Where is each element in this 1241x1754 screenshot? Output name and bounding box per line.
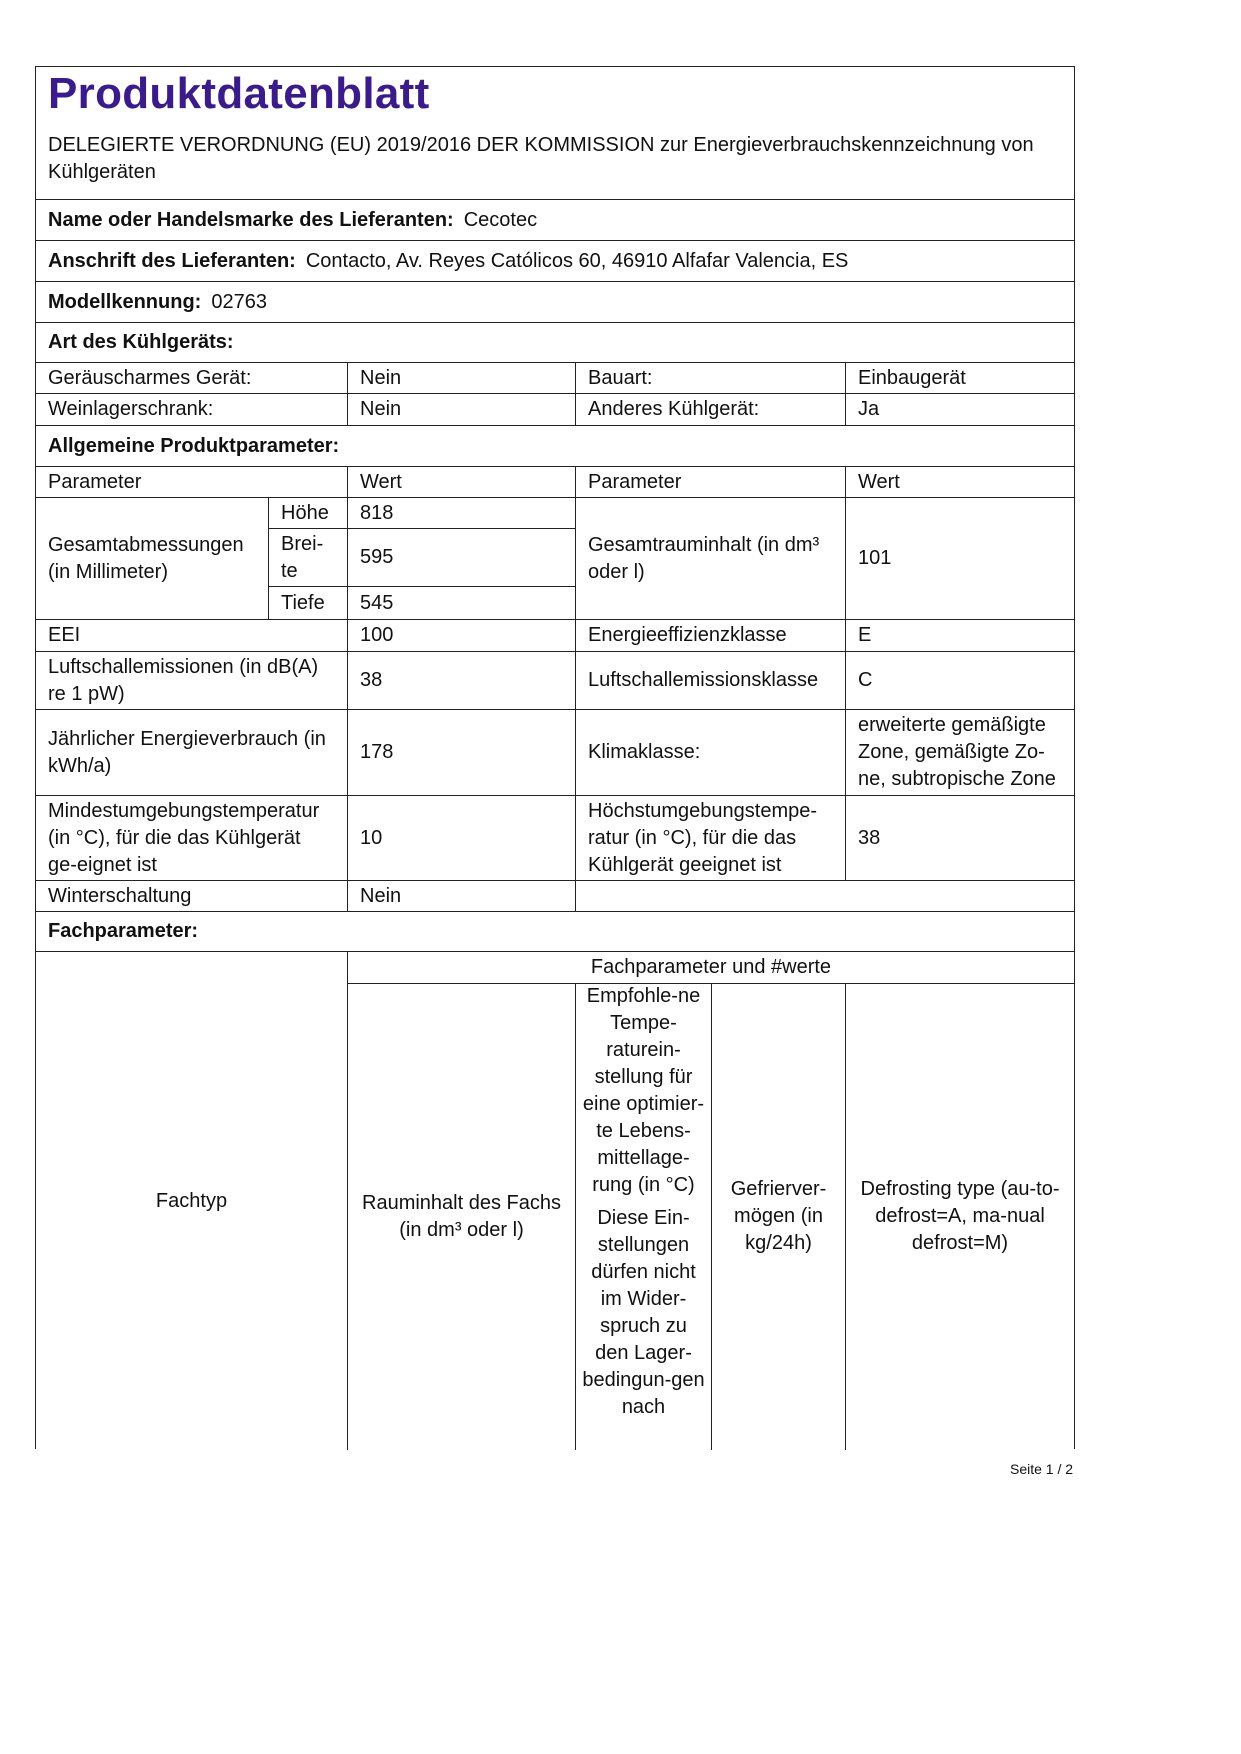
other-appliance-value: Ja	[858, 398, 880, 420]
general-heading: Allgemeine Produktparameter:	[48, 434, 340, 457]
col-value-1: Wert	[348, 467, 576, 497]
noise-label: Luftschallemissionen (in dB(A) re 1 pW)	[36, 652, 348, 709]
page-number: Seite 1 / 2	[1010, 1461, 1074, 1477]
col-parameter-1: Parameter	[36, 467, 348, 497]
winter-row	[36, 881, 1074, 912]
eei-label: EEI	[36, 620, 348, 651]
appliance-type-heading-row	[36, 323, 1074, 363]
noise-class-value: C	[858, 669, 873, 691]
energy-class-label: Energieeffizienzklasse	[576, 620, 846, 651]
freezing-capacity-label: Gefrierver-mögen (in kg/24h)	[730, 1178, 827, 1254]
winter-label: Winterschaltung	[36, 881, 348, 911]
low-noise-value: Nein	[348, 363, 576, 393]
compartment-volume-label: Rauminhalt des Fachs (in dm³ oder l)	[362, 1191, 561, 1241]
volume-label: Gesamtrauminhalt (in dm³ oder l)	[576, 498, 846, 619]
model-row	[36, 282, 1074, 323]
compartment-table	[36, 952, 1074, 1450]
regulation-text: DELEGIERTE VERORDNUNG (EU) 2019/2016 DER KOMMISSION zur Energieverbrauchskennzeichnung von Kühlgeräten	[48, 134, 1034, 183]
compartment-type-label: Fachtyp	[155, 1189, 228, 1212]
compartment-group-label: Fachparameter und #werte	[590, 956, 832, 978]
height-value: 818	[348, 498, 576, 529]
wine-row	[36, 394, 1074, 426]
recommended-temp-note: Diese Ein-stellungen dürfen nicht im Wider-spruch zu den Lager-bedingun-gen nach	[582, 1207, 705, 1418]
model-value: 02763	[211, 290, 267, 313]
volume-value: 101	[858, 547, 892, 569]
winter-value: Nein	[348, 881, 576, 911]
supplier-address-row	[36, 241, 1074, 282]
recommended-temp-label: Empfohle-ne Tempe-raturein-stellung für eine optimier-te Lebens-mittellage-rung (in °C)	[582, 985, 705, 1196]
climate-label: Klimaklasse:	[576, 710, 846, 795]
depth-label: Tiefe	[269, 587, 348, 620]
max-temp-value: 38	[858, 826, 881, 849]
width-value: 595	[348, 529, 576, 587]
col-parameter-2: Parameter	[576, 467, 846, 497]
general-column-header-row	[36, 467, 1074, 498]
eei-row	[36, 620, 1074, 652]
defrost-type-label: Defrosting type (au-to-defrost=A, ma-nual defrost=M)	[860, 1178, 1060, 1254]
dimensions-row	[36, 498, 1074, 620]
other-appliance-label: Anderes Kühlgerät:	[576, 394, 846, 425]
page-title: Produktdatenblatt	[48, 69, 430, 118]
recommended-temp-cell	[576, 983, 711, 1421]
compartment-heading-row	[36, 912, 1074, 952]
low-noise-label: Geräuscharmes Gerät:	[36, 363, 348, 393]
min-temp-label: Mindestumgebungstemperatur (in °C), für die das Kühlgerät ge-eignet ist	[36, 796, 348, 880]
supplier-address-label: Anschrift des Lieferanten:	[48, 249, 296, 272]
supplier-address-value: Contacto, Av. Reyes Católicos 60, 46910 Alfafar Valencia, ES	[305, 249, 849, 272]
climate-value: erweiterte gemäßigte Zone, gemäßigte Zo-ne, subtropische Zone	[858, 714, 1056, 790]
wine-label: Weinlagerschrank:	[36, 394, 348, 425]
product-data-sheet	[35, 66, 1075, 1449]
design-label: Bauart:	[576, 363, 846, 393]
empty-cell	[576, 881, 1074, 911]
compartment-heading: Fachparameter:	[48, 920, 199, 942]
dimensions-label: Gesamtabmessungen (in Millimeter)	[36, 498, 269, 619]
annual-energy-row	[36, 710, 1074, 796]
depth-value: 545	[348, 587, 576, 620]
supplier-name-label: Name oder Handelsmarke des Lieferanten:	[48, 208, 454, 231]
width-label: Brei-te	[269, 529, 348, 587]
height-label: Höhe	[269, 498, 348, 529]
min-temp-value: 10	[348, 796, 576, 880]
general-heading-row	[36, 426, 1074, 467]
supplier-name-row	[36, 200, 1074, 241]
eei-value: 100	[348, 620, 576, 651]
noise-row	[36, 652, 1074, 710]
annual-energy-label: Jährlicher Energieverbrauch (in kWh/a)	[36, 710, 348, 795]
low-noise-row	[36, 363, 1074, 394]
annual-energy-value: 178	[348, 710, 576, 795]
max-temp-label: Höchstumgebungstempe-ratur (in °C), für die das Kühlgerät geeignet ist	[576, 796, 846, 880]
design-value: Einbaugerät	[858, 366, 966, 389]
noise-class-label: Luftschallemissionsklasse	[576, 652, 846, 709]
noise-value: 38	[348, 652, 576, 709]
appliance-type-heading: Art des Kühlgeräts:	[48, 331, 234, 353]
supplier-name-value: Cecotec	[463, 208, 538, 231]
wine-value: Nein	[348, 394, 576, 425]
title-block	[36, 67, 1074, 200]
energy-class-value: E	[858, 624, 872, 646]
ambient-temp-row	[36, 796, 1074, 881]
col-value-2: Wert	[858, 470, 900, 493]
model-label: Modellkennung:	[48, 290, 202, 313]
